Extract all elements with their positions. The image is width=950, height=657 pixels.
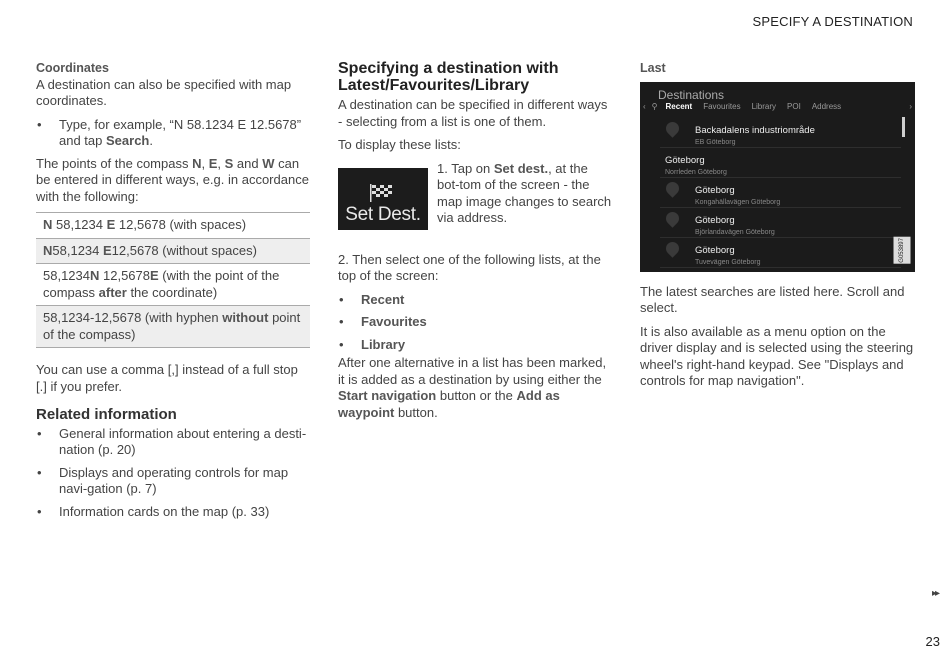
- list-options: [338, 292, 613, 354]
- destination-entry[interactable]: [660, 207, 901, 238]
- set-dest-button-image: [338, 168, 428, 230]
- related-link[interactable]: • Information cards on the map (p. 33): [36, 504, 310, 521]
- continue-arrows-icon: ▸▸: [931, 588, 938, 599]
- entry-address: Björlandavägen Göteborg: [695, 228, 775, 236]
- destination-entry[interactable]: [660, 117, 901, 148]
- table-row: 58,1234-12,5678 (with hyphen without point of the compass): [36, 306, 310, 348]
- column-coordinates: [36, 60, 310, 526]
- list-item: • Favourites: [338, 314, 613, 331]
- table-row: N58,1234 E12,5678 (without spaces): [36, 239, 310, 265]
- list-item: • Library: [338, 337, 613, 354]
- list-item: • Recent: [338, 292, 613, 309]
- entry-address: EB Göteborg: [695, 138, 736, 146]
- running-header: SPECIFY A DESTINATION: [752, 14, 913, 29]
- search-icon[interactable]: ⚲: [651, 102, 658, 112]
- table-row: 58,1234N 12,5678E (with the point of the compass after the coordinate): [36, 264, 310, 306]
- tab-recent[interactable]: Recent: [665, 102, 693, 112]
- related-information-list: [36, 426, 310, 521]
- page-number: 23: [925, 634, 940, 649]
- related-link[interactable]: • Displays and operating controls for map navi-gation (p. 7): [36, 465, 310, 498]
- entry-title: Göteborg: [695, 184, 735, 196]
- column-last: [640, 60, 915, 397]
- menu-option-description: It is also available as a menu option on the driver display and is selected using the steering wheel's right-hand keypad. See "Displays and controls for map navigation".: [640, 323, 914, 388]
- table-row: N 58,1234 E 12,5678 (with spaces): [36, 213, 310, 239]
- image-code: G053897: [894, 237, 911, 264]
- destination-entry[interactable]: [660, 147, 901, 178]
- section-heading-coordinates: Coordinates: [36, 61, 109, 75]
- destination-entry[interactable]: [660, 177, 901, 208]
- coordinates-intro: A destination can also be specified with map coordinates.: [36, 76, 292, 108]
- to-display-paragraph: To display these lists:: [338, 137, 461, 152]
- column-specifying-destination: [338, 60, 613, 428]
- checkered-flag-icon: [370, 184, 392, 202]
- entry-title: Backadalens industriområde: [695, 124, 815, 136]
- set-dest-step: [338, 161, 613, 230]
- destinations-screen: [640, 82, 915, 272]
- map-pin-icon: [663, 179, 681, 197]
- after-paragraph: After one alternative in a list has been marked, it is added as a destination by using either the Start navigation button or the Add as waypoint button.: [338, 355, 607, 420]
- destination-entry[interactable]: [660, 237, 901, 268]
- map-pin-icon: [663, 119, 681, 137]
- coordinate-format-table: [36, 212, 310, 348]
- entry-title: Göteborg: [695, 244, 735, 256]
- entry-title: Göteborg: [695, 214, 735, 226]
- page-title: Specifying a destination with Latest/Favourites/Library: [338, 60, 559, 94]
- related-link[interactable]: • General information about entering a desti-nation (p. 20): [36, 426, 310, 459]
- scrollbar[interactable]: [902, 117, 905, 137]
- entry-address: Tuvevägen Göteborg: [695, 258, 761, 266]
- entry-title: Göteborg: [665, 154, 705, 166]
- map-pin-icon: [663, 239, 681, 257]
- step-1: 1. Tap on Set dest., at the bot-tom of the screen - the map image changes to search via address.: [437, 160, 612, 225]
- tab-address[interactable]: Address: [811, 102, 842, 112]
- tab-library[interactable]: Library: [751, 102, 777, 112]
- intro-paragraph: A destination can be specified in different ways - selecting from a list is one of them.: [338, 97, 608, 129]
- tab-favourites[interactable]: Favourites: [703, 102, 741, 112]
- set-dest-label: Set Dest.: [345, 204, 421, 225]
- list-item: • Type, for example, “N 58.1234 E 12.5678” and tap Search.: [36, 117, 310, 150]
- compass-paragraph: The points of the compass N, E, S and W can be entered in different ways, e.g. in accordance with the following:: [36, 155, 309, 204]
- entry-address: Kongahällavägen Göteborg: [695, 198, 781, 206]
- tab-poi[interactable]: POI: [787, 102, 801, 112]
- chevron-left-icon[interactable]: ‹: [643, 102, 646, 112]
- screen-title: Destinations: [658, 87, 725, 102]
- coordinates-instruction-list: [36, 117, 310, 150]
- related-information-heading: Related information: [36, 406, 177, 423]
- screen-tabs: [643, 102, 912, 114]
- entry-address: Norrleden Göteborg: [665, 168, 727, 176]
- last-description: The latest searches are listed here. Scroll and select.: [640, 283, 905, 315]
- step-2: 2. Then select one of the following lists, at the top of the screen:: [338, 251, 601, 283]
- comma-note: You can use a comma [,] instead of a full stop [.] if you prefer.: [36, 362, 298, 394]
- chevron-right-icon[interactable]: ›: [909, 102, 912, 112]
- section-heading-last: Last: [640, 61, 666, 75]
- map-pin-icon: [663, 209, 681, 227]
